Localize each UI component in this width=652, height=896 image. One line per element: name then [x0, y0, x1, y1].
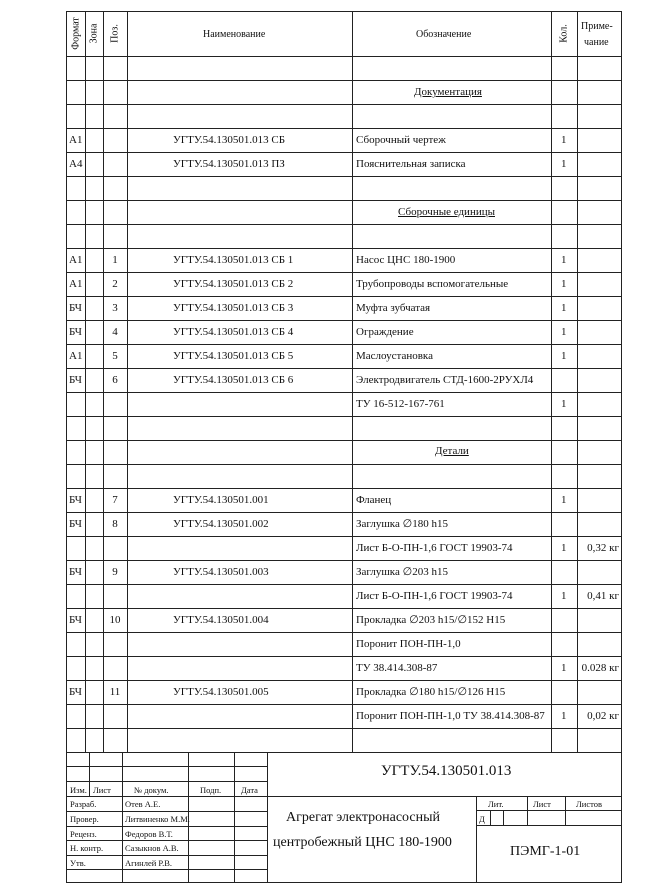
cell-name: Насос ЦНС 180-1900: [356, 254, 456, 266]
cell-qty: 1: [561, 254, 567, 266]
stamp-izm: Изм.: [70, 785, 87, 795]
cell-pos: 10: [109, 614, 121, 626]
cell-pos: 4: [112, 326, 118, 338]
cell-pos: 9: [112, 566, 118, 578]
section-assemblies: Сборочные единицы: [398, 206, 495, 218]
row-line: [67, 128, 621, 129]
cell-format: А1: [69, 350, 83, 362]
stamp-line: [527, 796, 528, 826]
cell-code: УГТУ.54.130501.013 СБ 2: [173, 278, 294, 290]
stamp-doc-code: УГТУ.54.130501.013: [381, 763, 512, 779]
row-line: [67, 344, 621, 345]
cell-name: Поронит ПОН-ПН-1,0: [356, 638, 461, 650]
row-line: [67, 200, 621, 201]
stamp-person: Отев А.Е.: [125, 799, 161, 809]
cell-note: 0,32 кг: [587, 542, 619, 554]
header-designation: Обозначение: [416, 29, 472, 40]
cell-format: БЧ: [69, 614, 82, 626]
cell-name: Поронит ПОН-ПН-1,0 ТУ 38.414.308-87: [356, 710, 545, 722]
cell-code: УГТУ.54.130501.013 СБ 6: [173, 374, 294, 386]
stamp-sheets: Листов: [576, 799, 602, 809]
col-line: [577, 12, 578, 752]
cell-name: Заглушка ∅180 h15: [356, 518, 448, 530]
section-details: Детали: [435, 445, 469, 457]
cell-name: Прокладка ∅180 h15/∅126 Н15: [356, 686, 506, 698]
cell-code: УГТУ.54.130501.013 СБ 1: [173, 254, 294, 266]
stamp-line: [67, 766, 267, 767]
stamp-line: [490, 810, 491, 826]
row-line: [67, 176, 621, 177]
cell-pos: 8: [112, 518, 118, 530]
cell-qty: 1: [561, 302, 567, 314]
cell-name: Пояснительная записка: [356, 158, 466, 170]
cell-name: Заглушка ∅203 h15: [356, 566, 448, 578]
cell-format: БЧ: [69, 518, 82, 530]
cell-code: УГТУ.54.130501.004: [173, 614, 269, 626]
row-line: [67, 152, 621, 153]
cell-name: Электродвигатель СТД-1600-2РУХЛ4: [356, 374, 534, 386]
row-line: [67, 224, 621, 225]
cell-code: УГТУ.54.130501.005: [173, 686, 269, 698]
stamp-sheet: Лист: [533, 799, 551, 809]
row-line: [67, 536, 621, 537]
cell-name: Лист Б-О-ПН-1,6 ГОСТ 19903-74: [356, 542, 513, 554]
cell-pos: 5: [112, 350, 118, 362]
cell-name: Маслоустановка: [356, 350, 433, 362]
stamp-title-1: Агрегат электронасосный: [286, 810, 441, 825]
row-line: [67, 320, 621, 321]
cell-format: А4: [69, 158, 83, 170]
row-line: [67, 392, 621, 393]
stamp-person: Агинлей Р.В.: [125, 858, 172, 868]
cell-note: 0.028 кг: [581, 662, 619, 674]
row-line: [67, 608, 621, 609]
row-line: [67, 104, 621, 105]
stamp-line: [67, 811, 267, 812]
cell-code: УГТУ.54.130501.001: [173, 494, 269, 506]
header-pos: Поз.: [109, 24, 121, 43]
cell-code: УГТУ.54.130501.013 ПЗ: [173, 158, 285, 170]
cell-format: БЧ: [69, 326, 82, 338]
cell-format: БЧ: [69, 494, 82, 506]
cell-code: УГТУ.54.130501.013 СБ 4: [173, 326, 294, 338]
cell-qty: 1: [561, 662, 567, 674]
cell-code: УГТУ.54.130501.003: [173, 566, 269, 578]
stamp-role: Реценз.: [70, 829, 97, 839]
header-format: Формат: [70, 17, 82, 50]
cell-qty: 1: [561, 494, 567, 506]
cell-name: Ограждение: [356, 326, 414, 338]
row-line: [67, 584, 621, 585]
row-line: [67, 416, 621, 417]
cell-name: Трубопроводы вспомогательные: [356, 278, 509, 290]
stamp-line: [503, 810, 504, 826]
cell-qty: 1: [561, 590, 567, 602]
row-line: [67, 728, 621, 729]
stamp-person: Литвиненко М.М.: [125, 814, 190, 824]
header-note-2: чание: [584, 37, 609, 48]
row-line: [67, 248, 621, 249]
stamp-line: [67, 855, 267, 856]
header-qty: Кол.: [558, 24, 570, 43]
section-docs: Документация: [414, 86, 482, 98]
row-line: [67, 296, 621, 297]
stamp-role: Утв.: [70, 858, 86, 868]
cell-format: А1: [69, 134, 83, 146]
header-line: [67, 56, 621, 57]
stamp-title-2: центробежный ЦНС 180-1900: [273, 835, 452, 850]
cell-pos: 6: [112, 374, 118, 386]
stamp-role: Провер.: [70, 814, 99, 824]
row-line: [67, 656, 621, 657]
cell-format: БЧ: [69, 374, 82, 386]
cell-qty: 1: [561, 398, 567, 410]
cell-name: ТУ 38.414.308-87: [356, 662, 438, 674]
cell-code: УГТУ.54.130501.013 СБ 3: [173, 302, 294, 314]
row-line: [67, 560, 621, 561]
cell-pos: 7: [112, 494, 118, 506]
cell-pos: 3: [112, 302, 118, 314]
cell-code: УГТУ.54.130501.013 СБ 5: [173, 350, 294, 362]
header-name: Наименование: [203, 29, 266, 40]
row-line: [67, 512, 621, 513]
stamp-person: Сазыкнов А.В.: [125, 843, 179, 853]
cell-format: БЧ: [69, 686, 82, 698]
row-line: [67, 704, 621, 705]
row-line: [67, 368, 621, 369]
row-line: [67, 464, 621, 465]
cell-code: УГТУ.54.130501.002: [173, 518, 269, 530]
cell-name: Лист Б-О-ПН-1,6 ГОСТ 19903-74: [356, 590, 513, 602]
stamp-line: [267, 752, 268, 882]
row-line: [67, 632, 621, 633]
cell-qty: 1: [561, 542, 567, 554]
stamp-lit: Лит.: [488, 799, 504, 809]
cell-name: Муфта зубчатая: [356, 302, 431, 314]
row-line: [67, 488, 621, 489]
cell-format: БЧ: [69, 302, 82, 314]
stamp-lit-value: Д: [479, 814, 485, 824]
stamp-doc-no: № докум.: [134, 785, 169, 795]
stamp-line: [122, 752, 123, 882]
stamp-date: Дата: [241, 785, 258, 795]
cell-pos: 11: [109, 686, 121, 698]
stamp-line: [67, 826, 267, 827]
stamp-role: Н. контр.: [70, 843, 104, 853]
cell-format: А1: [69, 254, 83, 266]
stamp-line: [234, 752, 235, 882]
cell-name: ТУ 16-512-167-761: [356, 398, 445, 410]
cell-code: УГТУ.54.130501.013 СБ: [173, 134, 286, 146]
stamp-role: Разраб.: [70, 799, 97, 809]
stamp-line: [67, 781, 267, 782]
cell-qty: 1: [561, 134, 567, 146]
header-note-1: Приме-: [581, 21, 613, 32]
cell-qty: 1: [561, 710, 567, 722]
cell-pos: 1: [112, 254, 118, 266]
stamp-person: Федоров В.Т.: [125, 829, 173, 839]
stamp-line: [476, 825, 621, 826]
stamp-line: [476, 796, 477, 882]
cell-note: 0,41 кг: [587, 590, 619, 602]
row-line: [67, 440, 621, 441]
col-line: [551, 12, 552, 752]
stamp-line: [565, 796, 566, 826]
cell-qty: 1: [561, 326, 567, 338]
stamp-sign: Подп.: [200, 785, 222, 795]
cell-qty: 1: [561, 278, 567, 290]
cell-name: Прокладка ∅203 h15/∅152 Н15: [356, 614, 506, 626]
header-zone: Зона: [88, 23, 100, 44]
col-line: [127, 12, 128, 752]
stamp-line: [89, 752, 90, 796]
cell-name: Фланец: [356, 494, 392, 506]
cell-pos: 2: [112, 278, 118, 290]
cell-format: А1: [69, 278, 83, 290]
row-line: [67, 680, 621, 681]
stamp-line: [67, 752, 621, 753]
stamp-list: Лист: [93, 785, 111, 795]
col-line: [352, 12, 353, 752]
row-line: [67, 80, 621, 81]
col-line: [85, 12, 86, 752]
row-line: [67, 272, 621, 273]
cell-format: БЧ: [69, 566, 82, 578]
cell-qty: 1: [561, 350, 567, 362]
stamp-org: ПЭМГ-1-01: [510, 844, 581, 859]
cell-name: Сборочный чертеж: [356, 134, 446, 146]
cell-qty: 1: [561, 158, 567, 170]
cell-note: 0,02 кг: [587, 710, 619, 722]
